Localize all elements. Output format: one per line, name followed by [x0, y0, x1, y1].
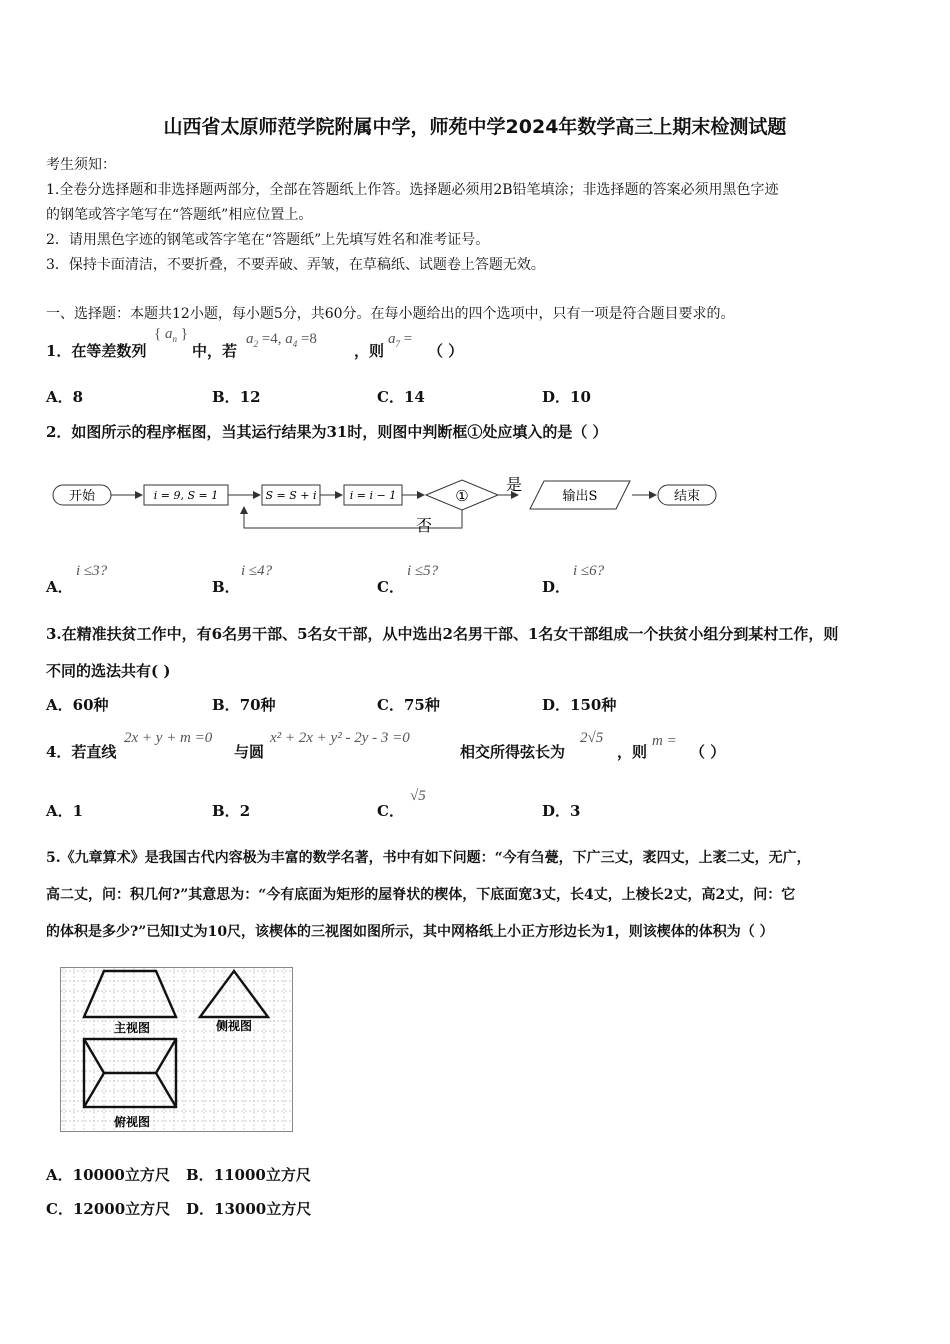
q1-option-a[interactable]: A．8 [46, 388, 84, 406]
q4-prefix: 4．若直线 [46, 743, 117, 761]
notice-item-1: 1.全卷分选择题和非选择题两部分，全部在答题纸上作答。选择题必须用2B铅笔填涂；非选择题的答案必须用黑色字迹 [46, 182, 779, 198]
q4-circle-eq: x² + 2x + y² - 2y - 3 =0 [270, 730, 410, 746]
q4-option-d[interactable]: D．3 [542, 802, 581, 820]
q5-option-a[interactable]: A．10000立方尺 [46, 1166, 170, 1184]
q4-mid: 与圆 [234, 743, 265, 761]
q1-a7: $a_7$ = [388, 331, 413, 349]
q1-option-c[interactable]: C．14 [377, 388, 425, 406]
q4-m-eq: m = [652, 733, 677, 749]
q1-a2-eq: $a_2 =4$, $a_4 =8$ [246, 331, 317, 349]
flow-start-label: 开始 [68, 489, 96, 504]
notice-item-2: 2．请用黑色字迹的钢笔或答字笔在“答题纸”上先填写姓名和准考证号。 [46, 232, 490, 248]
page-title: 山西省太原师范学院附属中学，师苑中学2024年数学高三上期末检测试题 [163, 116, 787, 138]
section-heading: 一、选择题：本题共12小题，每小题5分，共60分。在每小题给出的四个选项中，只有一项是符合题目要求的。 [46, 306, 735, 322]
top-view-label: 俯视图 [113, 1115, 151, 1129]
q3-option-a[interactable]: A．60种 [46, 696, 109, 714]
q5-line2: 高二丈，问：积几何?”其意思为：“今有底面为矩形的屋脊状的楔体，下底面宽3丈，长4丈，上棱长2丈，高2丈，问：它 [46, 887, 796, 903]
flow-decision-label: ① [455, 487, 469, 505]
front-view-label: 主视图 [113, 1021, 151, 1035]
q4-option-a[interactable]: A．1 [46, 802, 84, 820]
q5-line1: 5.《九章算术》是我国古代内容极为丰富的数学名著，书中有如下问题：“今有刍甍，下广三丈，袤四丈，上袤二丈，无广， [46, 850, 811, 866]
flow-update-i-label: i = i − 1 [349, 489, 397, 502]
q4-line-eq: 2x + y + m =0 [124, 730, 213, 746]
q3-line2: 不同的选法共有( ) [46, 662, 171, 680]
notice-item-1-cont: 的钢笔或答字笔写在“答题纸”相应位置上。 [46, 207, 313, 223]
q5-option-b[interactable]: B．11000立方尺 [186, 1166, 311, 1184]
q1-mid: 中，若 [192, 342, 238, 360]
flow-no-label: 否 [415, 516, 433, 535]
q4-paren: （ ） [690, 743, 726, 761]
q2-option-c[interactable]: C． [377, 578, 404, 596]
three-view-figure [60, 965, 296, 1135]
flow-output-label: 输出S [562, 489, 598, 504]
q3-line1: 3.在精准扶贫工作中，有6名男干部、5名女干部，从中选出2名男干部、1名女干部组成一个扶贫小组分到某村工作，则 [46, 625, 839, 643]
q2-option-a-value: i ≤3? [76, 563, 108, 579]
q2-option-d[interactable]: D． [542, 578, 571, 596]
q2-option-c-value: i ≤5? [407, 563, 439, 579]
q1-option-d[interactable]: D．10 [542, 388, 591, 406]
q5-option-d[interactable]: D．13000立方尺 [186, 1200, 312, 1218]
q1-paren: （ ） [428, 342, 464, 360]
flowchart [48, 470, 728, 540]
q2-text: 2．如图所示的程序框图，当其运行结果为31时，则图中判断框①处应填入的是（ ） [46, 423, 608, 441]
notice-header: 考生须知： [46, 157, 116, 173]
flow-init-label: i = 9, S = 1 [153, 489, 219, 502]
q1-then: ，则 [354, 342, 385, 360]
side-view-label: 侧视图 [215, 1019, 253, 1033]
q3-option-d[interactable]: D．150种 [542, 696, 617, 714]
q4-mid2: 相交所得弦长为 [460, 743, 566, 761]
q5-line3: 的体积是多少?”已知l丈为10尺，该楔体的三视图如图所示，其中网格纸上小正方形边长为1，则该楔体的体积为（ ） [46, 924, 774, 940]
flow-update-s-label: S = S + i [265, 489, 317, 502]
flow-end-label: 结束 [673, 489, 701, 504]
flow-yes-label: 是 [505, 475, 523, 494]
q3-option-c[interactable]: C．75种 [377, 696, 440, 714]
q2-option-a[interactable]: A． [46, 578, 73, 596]
q5-option-c[interactable]: C．12000立方尺 [46, 1200, 171, 1218]
q2-option-b-value: i ≤4? [241, 563, 273, 579]
q4-option-c[interactable]: C． [377, 802, 404, 820]
q4-chord: 2√5 [580, 730, 604, 746]
q2-option-b[interactable]: B． [212, 578, 240, 596]
q2-option-d-value: i ≤6? [573, 563, 605, 579]
q1-option-b[interactable]: B．12 [212, 388, 261, 406]
q4-option-c-value: √5 [410, 788, 426, 804]
q1-prefix: 1．在等差数列 [46, 342, 147, 360]
q4-then: ，则 [617, 743, 648, 761]
notice-item-3: 3．保持卡面清洁，不要折叠，不要弄破、弄皱，在草稿纸、试题卷上答题无效。 [46, 257, 545, 273]
q3-option-b[interactable]: B．70种 [212, 696, 276, 714]
q4-option-b[interactable]: B．2 [212, 802, 251, 820]
q1-seq-an: { $a_n$ } [154, 326, 188, 344]
